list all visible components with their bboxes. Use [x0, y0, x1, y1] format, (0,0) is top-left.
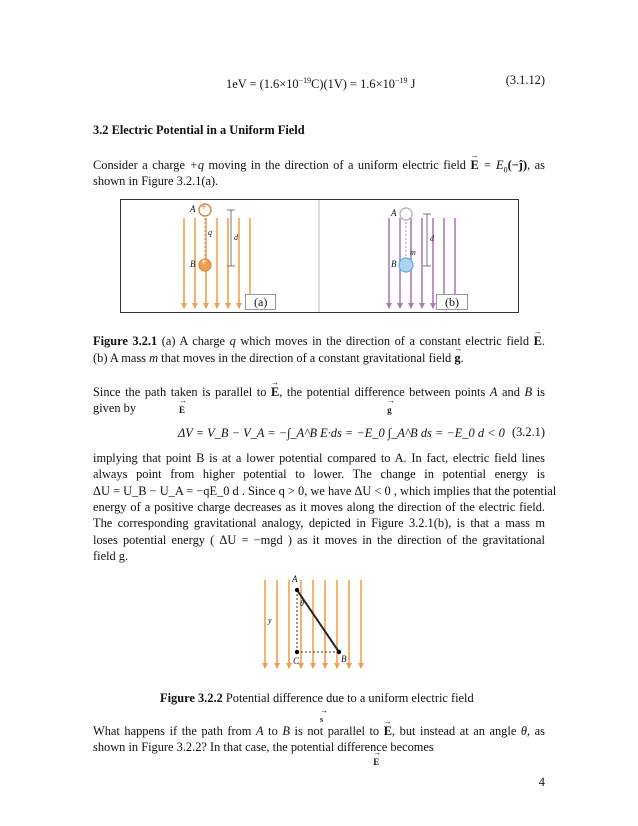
text: B: [524, 385, 533, 399]
text: θ: [520, 724, 527, 738]
paragraph-2-line-1: [93, 384, 545, 400]
fig2-label-s: → s: [320, 715, 323, 724]
text: Consider a charge: [93, 158, 190, 172]
label-b-point-b: B: [391, 259, 397, 269]
equation-number: (3.1.12): [505, 73, 545, 87]
text: A: [489, 385, 498, 399]
paragraph-3-line-7: field g.: [93, 549, 129, 563]
section-heading: 3.2 Electric Potential in a Uniform Field: [93, 123, 305, 137]
label-a-point-a: A: [190, 204, 196, 214]
fig2-label-b: B: [341, 654, 347, 664]
panel-b-label: (b): [436, 294, 468, 310]
caption-1-line-2: [93, 350, 545, 366]
panel-a-label: (a): [245, 294, 276, 310]
text: 0: [503, 165, 508, 175]
text: A: [256, 724, 264, 738]
caption-2-label: Figure 3.2.2: [160, 691, 223, 705]
paragraph-1-line-2: shown in Figure 3.2.1(a).: [93, 174, 219, 188]
equation-3-2-1: ΔV = V_B − V_A = −∫_A^B E·ds = −E_0 ∫_A^B ds = −E_0 d < 0: [178, 426, 505, 440]
text: (−ĵ): [507, 158, 528, 172]
text: which moves in the direction of a constant electric field: [235, 334, 534, 348]
text: that moves in the direction of a constant gravitational field: [158, 351, 455, 365]
paragraph-3-line-5: The corresponding gravitational analogy, depicted in Figure 3.2.1(b), is that a mass m: [93, 516, 545, 530]
label-a-d: d: [234, 233, 238, 242]
text: .: [460, 351, 464, 365]
paragraph-3-line-6: loses potential energy ( ΔU = −mgd ) as it moves in the direction of the gravitational: [93, 533, 545, 547]
vector-e: → E: [470, 157, 478, 173]
caption-2-text: Potential difference due to a uniform electric field: [222, 691, 474, 705]
equation-3-2-1-number: (3.2.1): [511, 425, 545, 439]
caption-1-line-1: [93, 333, 545, 349]
eq-mid: (1.6×10: [259, 77, 299, 92]
panel-a-drawing: [181, 204, 253, 309]
text: = E: [478, 158, 504, 172]
label-a-q: q: [208, 228, 212, 237]
text: is: [532, 385, 545, 399]
text: What happens if the path from: [93, 724, 256, 738]
vector-e: → E: [271, 384, 279, 400]
text: , the potential difference between points: [279, 385, 490, 399]
label-b-d: d: [430, 234, 434, 243]
text: (a) A charge: [157, 334, 230, 348]
label-a-e-field: → E: [179, 405, 185, 415]
text: moving in the direction of a uniform electric field: [204, 158, 471, 172]
label-a-plus-top: +: [201, 202, 207, 213]
eq-exp1: −19: [298, 76, 312, 85]
fig2-label-theta: θ: [300, 599, 304, 608]
eq-exp2: −19: [394, 76, 408, 85]
vector-e: → E: [384, 723, 392, 739]
text: and: [497, 385, 525, 399]
text: +q: [189, 158, 205, 172]
paragraph-3-line-2: always point from higher potential to lower. The change in potential energy is: [93, 467, 545, 481]
page-number: 4: [538, 775, 545, 789]
fig2-label-y: y: [268, 616, 272, 625]
text: B: [282, 724, 290, 738]
label-b-point-a: A: [391, 208, 397, 218]
caption-label: Figure 3.2.1: [93, 334, 158, 348]
text: to: [263, 724, 283, 738]
paragraph-3-line-3: ΔU = U_B − U_A = −qE_0 d . Since q > 0, we have ΔU < 0 , which implies that the potential: [93, 484, 557, 498]
text: Since the path taken is parallel to: [93, 385, 271, 399]
text: .: [541, 334, 545, 348]
figure-3-2-2-drawing: [255, 576, 385, 672]
eq-rhs: J: [410, 77, 416, 92]
eq-lhs: 1eV: [226, 77, 247, 92]
fig2-label-c: C: [293, 656, 300, 666]
text: , as: [527, 158, 545, 172]
text: , but instead at an angle: [391, 724, 521, 738]
fig2-label-a: A: [292, 574, 298, 584]
label-b-g-field: → g: [387, 405, 392, 415]
fig2-label-e: → E: [373, 757, 379, 767]
text: is not parallel to: [289, 724, 384, 738]
label-a-point-b: B: [190, 259, 196, 269]
label-b-m: m: [410, 248, 416, 257]
paragraph-3-line-1: implying that point B is at a lower potential compared to A. In fact, electric field lines: [93, 451, 545, 465]
text: (b) A mass: [93, 351, 150, 365]
equation-3-1-12: $1eV = (1.6\times 10^{-19}C)(1V) = 1.6\times 10^{-19}$ J: [226, 76, 416, 92]
vector-g: → g: [454, 350, 460, 366]
text: q: [229, 334, 236, 348]
text: m: [149, 351, 159, 365]
paragraph-4-line-1: [93, 723, 545, 739]
paragraph-2-line-2: given by: [93, 401, 137, 415]
vector-e: → E: [534, 333, 542, 349]
eq-mid2: C)(1V) = 1.6×10: [311, 77, 395, 92]
paragraph-3-line-4: energy of a positive charge decreases as it moves along the direction of the electric field.: [93, 500, 545, 514]
text: , as: [527, 724, 545, 738]
label-a-plus-bottom: +: [201, 257, 207, 268]
paragraph-4-line-2: shown in Figure 3.2.2? In that case, the potential difference becomes: [93, 740, 434, 754]
caption-2: [160, 690, 474, 706]
